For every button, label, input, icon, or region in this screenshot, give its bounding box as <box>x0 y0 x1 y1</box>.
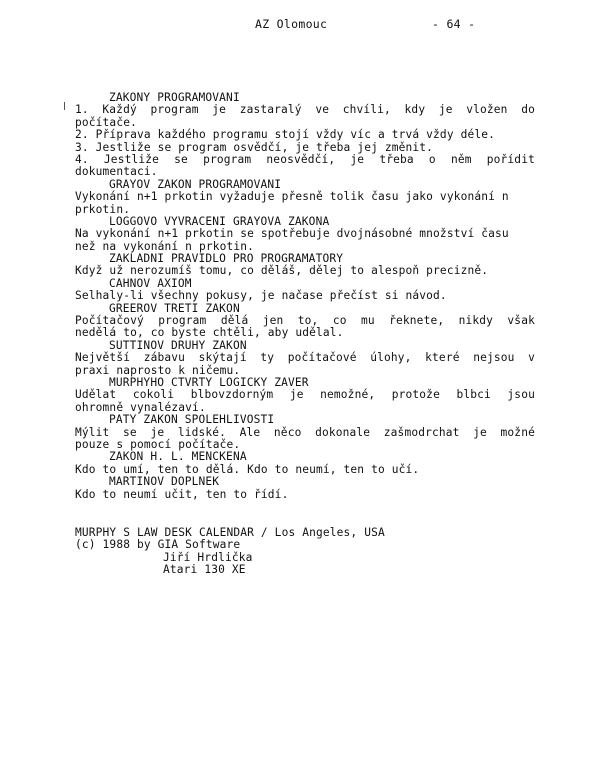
word: 1. <box>75 103 89 117</box>
section-text-line: než na vykonání n prkotin. <box>75 239 255 253</box>
word: pořídit <box>486 152 535 166</box>
section-heading: ZAKLADNI PRAVIDLO PRO PROGRAMATORY <box>109 252 344 266</box>
word: 4. <box>75 152 89 166</box>
word: nejsou <box>473 351 515 365</box>
word: Mýlit <box>75 425 110 439</box>
word: se <box>123 425 137 439</box>
word: ve <box>315 103 330 117</box>
word: mu <box>360 314 375 328</box>
spacer <box>75 501 535 527</box>
credits-source: MURPHY S LAW DESK CALENDAR / Los Angeles, USA <box>75 525 385 539</box>
section-heading: LOGGOVO VYVRACENI GRAYOVA ZAKONA <box>109 214 330 228</box>
credits-platform: Atari 130 XE <box>163 563 246 577</box>
word: neosvědčí, <box>266 152 336 166</box>
section-text-line: prkotin. <box>75 202 131 216</box>
page-number: - 64 - <box>432 17 476 31</box>
word: co <box>332 314 347 328</box>
word: něco <box>273 425 302 439</box>
section-heading: MURPHYHO CTVRTY LOGICKY ZAVER <box>109 375 309 389</box>
word: program <box>203 152 252 166</box>
word: zašmodrchat <box>383 425 460 439</box>
section-text-line: dokumentaci. <box>75 165 158 179</box>
word: však <box>507 314 535 328</box>
section-heading: SUTTINOV DRUHY ZAKON <box>109 338 247 352</box>
section-heading: CAHNOV AXIOM <box>109 276 192 290</box>
word: Každý <box>102 103 137 117</box>
word: počítačové <box>287 351 357 365</box>
word: to, <box>297 314 319 328</box>
word: řeknete, <box>389 314 445 328</box>
word: je <box>350 152 365 166</box>
header-title: AZ Olomouc <box>255 17 328 31</box>
word: je <box>289 388 304 402</box>
word: do <box>521 103 535 117</box>
section-heading: GREEROV TRETI ZAKON <box>109 301 240 315</box>
section-text-line: pouze s pomocí počítače. <box>75 437 241 451</box>
page-header <box>0 17 600 33</box>
section-text-line: Když už nerozumíš tomu, co děláš, dělej to alespoň precizně. <box>75 264 489 278</box>
word: cokoli <box>132 388 175 402</box>
word: Ale <box>239 425 261 439</box>
section-text-line: Selhaly-li všechny pokusy, je načase přečíst si návod. <box>75 289 447 303</box>
word: je <box>150 425 165 439</box>
word: nemožné, <box>320 388 376 402</box>
word: lidské. <box>177 425 227 439</box>
word: v <box>528 351 535 365</box>
section-text-line: Kdo to umí, ten to dělá. Kdo to neumí, ten to učí. <box>75 462 420 476</box>
word: blbovzdorným <box>190 388 274 402</box>
word: nikdy <box>458 314 494 328</box>
section-text-line: ohromně vynalézaví. <box>75 400 206 414</box>
word: ty <box>260 351 275 365</box>
word: zastaralý <box>239 103 302 117</box>
word: úlohy, <box>370 351 412 365</box>
word: program <box>150 103 199 117</box>
word: něm <box>450 152 472 166</box>
word: Počítačový <box>75 314 144 328</box>
document-body <box>75 92 535 576</box>
word: vložen <box>466 103 508 117</box>
section-text-line: 2. Příprava každého programu stojí vždy víc a trvá vždy déle. <box>75 128 496 142</box>
word: třeba <box>379 152 414 166</box>
word: protože <box>391 388 440 402</box>
word: je <box>438 103 453 117</box>
word: je <box>473 425 487 439</box>
section-heading: GRAYOV ZAKON PROGRAMOVANI <box>109 177 282 191</box>
word: o <box>428 152 436 166</box>
section-text-line: nedělá to, co byste chtěli, aby udělal. <box>75 326 344 340</box>
section-heading: ZAKON H. L. MENCKENA <box>109 450 247 464</box>
credits-block <box>75 527 535 577</box>
section-heading: MARTINOV DOPLNEK <box>109 475 220 489</box>
word: Největší <box>75 351 131 365</box>
word: zábavu <box>143 351 186 365</box>
section-text-line <box>75 352 535 364</box>
credits-author: Jiří Hrdlička <box>163 550 253 564</box>
section-text-line <box>75 389 535 401</box>
word: program <box>158 314 207 328</box>
word: dělá <box>220 314 249 328</box>
section-text-line: počítače. <box>75 115 137 129</box>
section-text-line: Vykonání n+1 prkotin vyžaduje přesně tolik času jako vykonání n <box>75 190 509 204</box>
section-text-line: Na vykonání n+1 prkotin se spotřebuje dvojnásobné množství času <box>75 227 509 241</box>
word: kdy <box>404 103 426 117</box>
word: skýtají <box>198 351 247 365</box>
section-text-line: Kdo to neumí učit, ten to řídí. <box>75 487 289 501</box>
word: se <box>174 152 188 166</box>
section-heading: ZAKONY PROGRAMOVANI <box>109 91 240 104</box>
word: jsou <box>507 388 535 402</box>
word: jen <box>262 314 284 328</box>
word: blbci <box>456 388 491 402</box>
section-text-line: praxi naprosto k ničemu. <box>75 363 241 377</box>
credits-copyright: (c) 1988 by GIA Software <box>75 538 241 552</box>
word: Jestliže <box>103 152 160 166</box>
word: Udělat <box>75 388 117 402</box>
section-text-line <box>75 104 535 116</box>
word: je <box>212 103 227 117</box>
word: možné <box>500 425 535 439</box>
word: které <box>425 351 460 365</box>
word: dokonale <box>315 425 371 439</box>
section-heading: PATY ZAKON SPOLEHLIVOSTI <box>109 413 275 427</box>
section-text-line: 3. Jestliže se program osvědčí, je třeba jej změnit. <box>75 140 434 154</box>
margin-mark <box>64 102 65 110</box>
word: chvíli, <box>342 103 391 117</box>
